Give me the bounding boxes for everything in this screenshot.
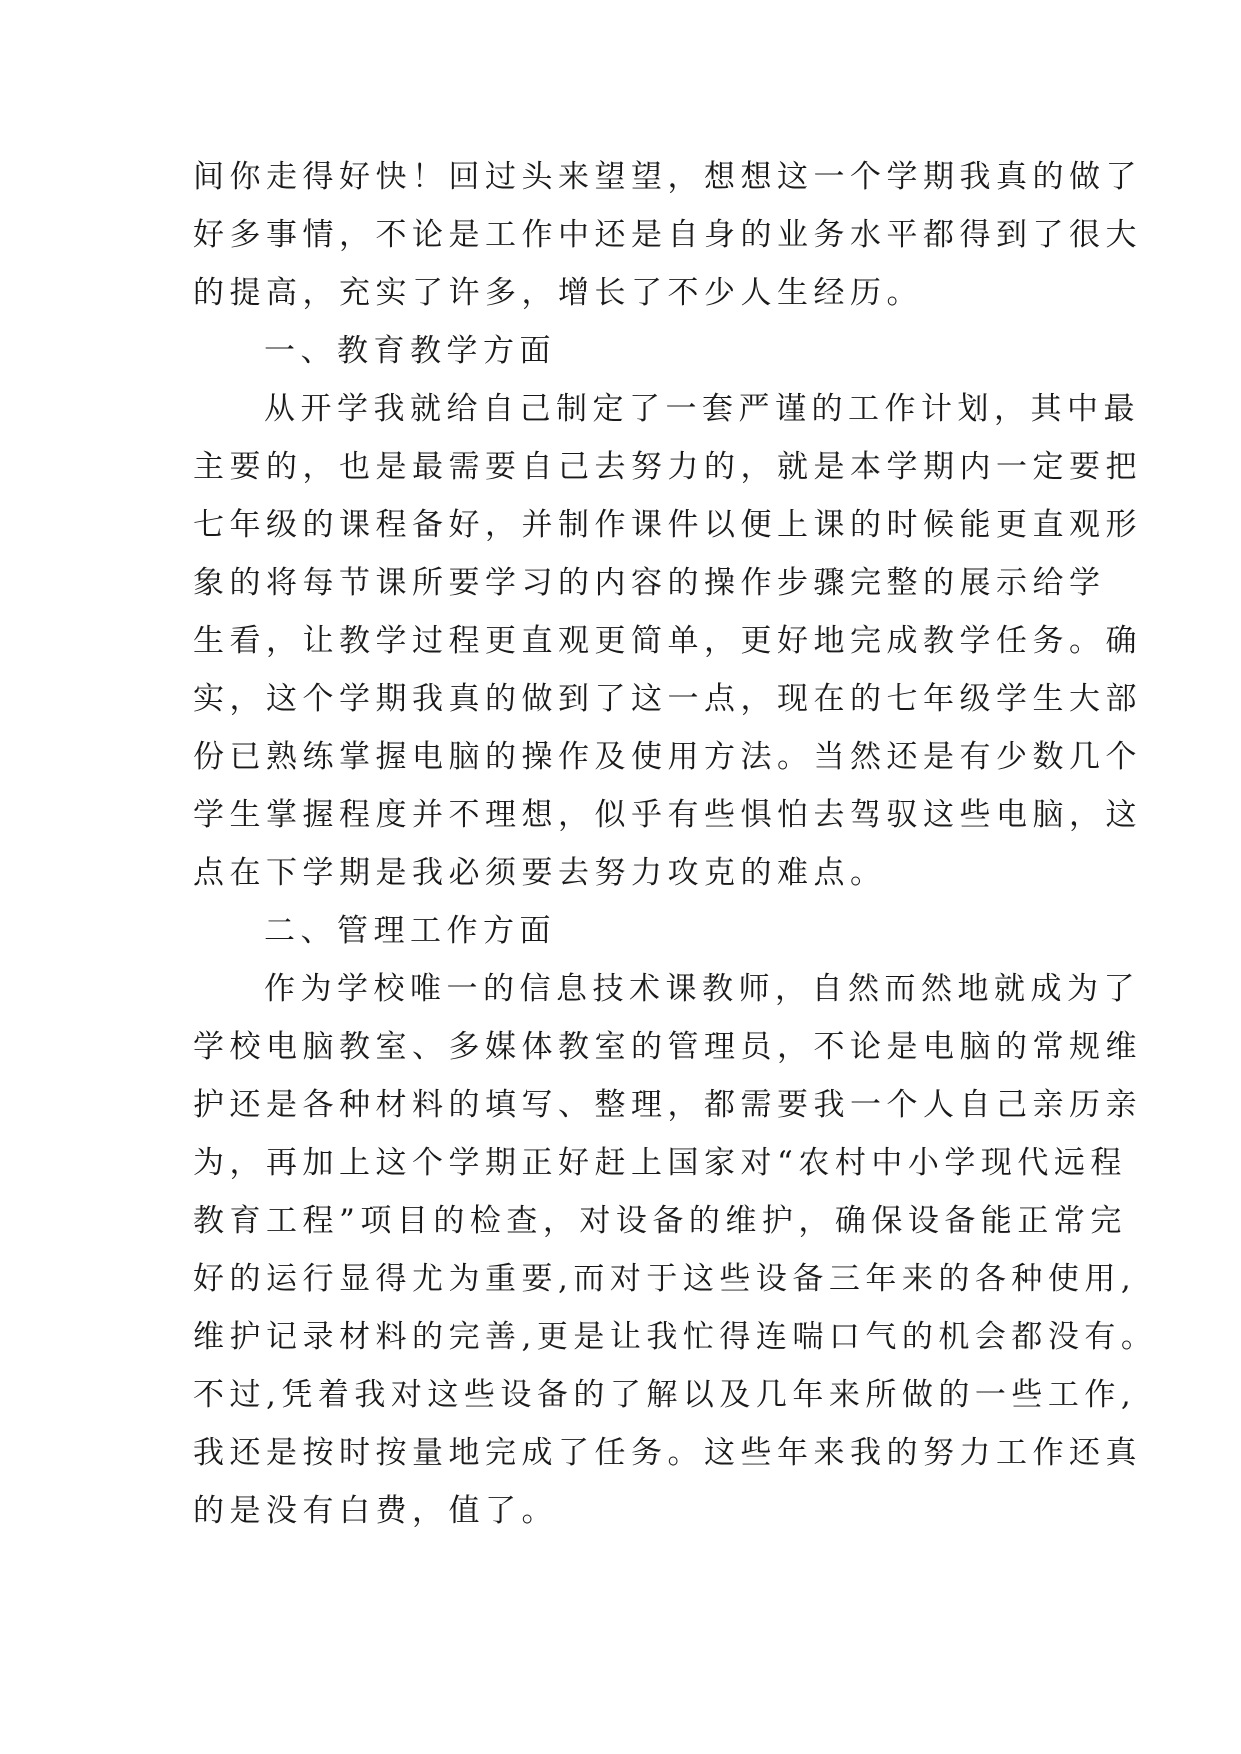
paragraph-line: 生看，让教学过程更直观更简单，更好地完成教学任务。确 — [193, 623, 1142, 659]
paragraph-line: 不过,凭着我对这些设备的了解以及几年来所做的一些工作, — [193, 1377, 1137, 1413]
paragraph-line: 维护记录材料的完善,更是让我忙得连喘口气的机会都没有。 — [193, 1319, 1158, 1355]
paragraph-line: 实，这个学期我真的做到了这一点，现在的七年级学生大部 — [193, 681, 1142, 717]
paragraph-line: 教育工程”项目的检查，对设备的维护，确保设备能正常完 — [193, 1203, 1127, 1239]
paragraph-line: 好的运行显得尤为重要,而对于这些设备三年来的各种使用, — [193, 1261, 1137, 1297]
paragraph-line: 份已熟练掌握电脑的操作及使用方法。当然还是有少数几个 — [193, 739, 1142, 775]
paragraph-line: 间你走得好快！回过头来望望，想想这一个学期我真的做了 — [193, 159, 1142, 195]
section-heading-management: 二、管理工作方面 — [264, 913, 556, 949]
paragraph-line: 的是没有白费，值了。 — [193, 1493, 558, 1529]
paragraph-line: 学生掌握程度并不理想，似乎有些惧怕去驾驭这些电脑，这 — [193, 797, 1142, 833]
paragraph-line: 作为学校唯一的信息技术课教师，自然而然地就成为了 — [264, 971, 1140, 1007]
document-body — [193, 148, 1158, 1540]
paragraph-line: 从开学我就给自己制定了一套严谨的工作计划，其中最 — [264, 391, 1140, 427]
paragraph-line: 好多事情，不论是工作中还是自身的业务水平都得到了很大 — [193, 217, 1142, 253]
paragraph-line: 学校电脑教室、多媒体教室的管理员，不论是电脑的常规维 — [193, 1029, 1142, 1065]
paragraph-line: 七年级的课程备好，并制作课件以便上课的时候能更直观形 — [193, 507, 1142, 543]
paragraph-line: 主要的，也是最需要自己去努力的，就是本学期内一定要把 — [193, 449, 1142, 485]
paragraph-line: 我还是按时按量地完成了任务。这些年来我的努力工作还真 — [193, 1435, 1142, 1471]
paragraph-line: 护还是各种材料的填写、整理，都需要我一个人自己亲历亲 — [193, 1087, 1142, 1123]
paragraph-line: 为，再加上这个学期正好赶上国家对“农村中小学现代远程 — [193, 1145, 1127, 1181]
paragraph-line: 点在下学期是我必须要去努力攻克的难点。 — [193, 855, 887, 891]
paragraph-line: 象的将每节课所要学习的内容的操作步骤完整的展示给学 — [193, 565, 1106, 601]
paragraph-line: 的提高，充实了许多，增长了不少人生经历。 — [193, 275, 923, 311]
section-heading-teaching: 一、教育教学方面 — [264, 333, 556, 369]
